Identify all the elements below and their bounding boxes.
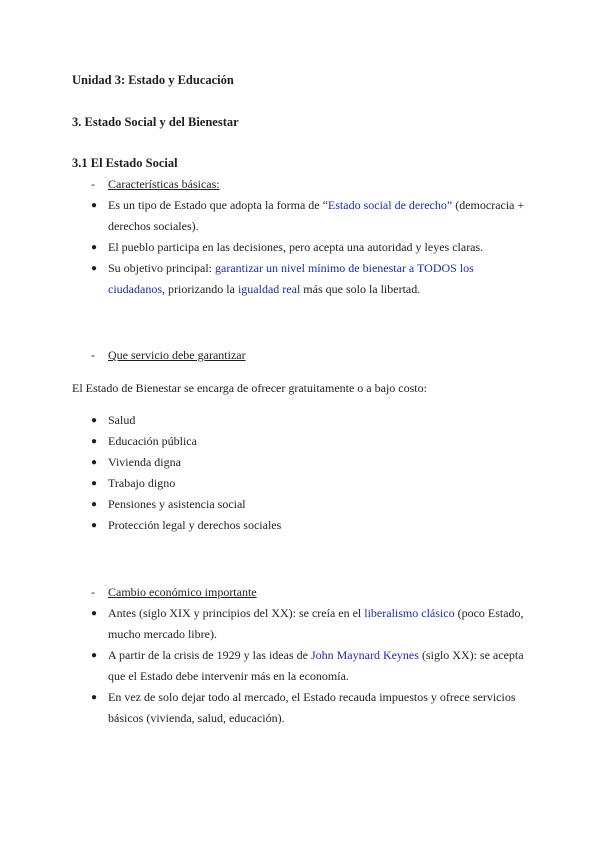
list-item bbox=[91, 494, 531, 515]
list-item bbox=[91, 515, 531, 536]
list-item bbox=[91, 258, 531, 300]
list-item-text: En vez de solo dejar todo al mercado, el Estado recauda impuestos y ofrece servicios básicos (vivienda, salud, educación). bbox=[108, 690, 516, 725]
list-item-text: A partir de la crisis de 1929 y las ideas de John Maynard Keynes (siglo XX): se acepta que el Estado debe intervenir más en la economía. bbox=[108, 648, 524, 683]
servicios-intro: El Estado de Bienestar se encarga de ofrecer gratuitamente o a bajo costo: bbox=[72, 381, 427, 395]
list-item bbox=[91, 473, 531, 494]
list-item bbox=[91, 195, 531, 237]
bullet-icon: ● bbox=[91, 263, 98, 274]
bullet-icon: ● bbox=[91, 478, 98, 489]
bullet-icon: ● bbox=[91, 608, 98, 619]
highlighted-term: igualdad real bbox=[237, 282, 301, 296]
list-item-text: Vivienda digna bbox=[108, 455, 181, 469]
bullet-icon: ● bbox=[91, 650, 98, 661]
highlighted-term: liberalismo clásico bbox=[364, 606, 455, 620]
bullet-icon: ● bbox=[91, 520, 98, 531]
list-item bbox=[91, 410, 531, 431]
bullet-icon: ● bbox=[91, 499, 98, 510]
dash-marker: - bbox=[91, 585, 95, 599]
highlighted-term: garantizar un nivel mínimo de bienestar a TODOS los ciudadanos bbox=[108, 261, 474, 296]
list-item-text: Salud bbox=[108, 413, 136, 427]
highlighted-term: “Estado social de derecho” bbox=[322, 198, 453, 212]
bullet-icon: ● bbox=[91, 200, 98, 211]
dash-marker: - bbox=[91, 177, 95, 191]
bullet-icon: ● bbox=[91, 436, 98, 447]
bullet-icon: ● bbox=[91, 415, 98, 426]
dash-item-caracteristicas bbox=[91, 174, 531, 195]
servicios-heading: Que servicio debe garantizar bbox=[108, 348, 246, 362]
list-item-text: Protección legal y derechos sociales bbox=[108, 518, 282, 532]
list-item bbox=[91, 431, 531, 452]
dash-marker: - bbox=[91, 348, 95, 362]
section-title: 3. Estado Social y del Bienestar bbox=[72, 115, 239, 129]
list-item-text: Trabajo digno bbox=[108, 476, 176, 490]
bullet-icon: ● bbox=[91, 692, 98, 703]
list-item-text: Antes (siglo XIX y principios del XX): se creía en el liberalismo clásico (poco Estado, mucho mercado libre). bbox=[108, 606, 524, 641]
subsection-title: 3.1 El Estado Social bbox=[72, 156, 178, 170]
bullet-icon: ● bbox=[91, 242, 98, 253]
caracteristicas-heading: Características básicas: bbox=[108, 177, 220, 191]
list-item bbox=[91, 452, 531, 473]
list-item-text: Educación pública bbox=[108, 434, 197, 448]
list-item-text: Su objetivo principal: garantizar un nivel mínimo de bienestar a TODOS los ciudadanos, priorizando la igualdad real más que solo la libertad. bbox=[108, 261, 474, 296]
list-item-text: El pueblo participa en las decisiones, pero acepta una autoridad y leyes claras. bbox=[108, 240, 484, 254]
bullet-icon: ● bbox=[91, 457, 98, 468]
unit-title: Unidad 3: Estado y Educación bbox=[72, 73, 234, 87]
dash-item-servicios bbox=[91, 345, 531, 366]
cambio-heading: Cambio económico importante bbox=[108, 585, 257, 599]
list-item bbox=[91, 687, 531, 729]
highlighted-term: John Maynard Keynes bbox=[310, 648, 419, 662]
list-item-text: Pensiones y asistencia social bbox=[108, 497, 246, 511]
dash-item-cambio bbox=[91, 582, 531, 603]
list-item bbox=[91, 237, 531, 258]
list-item-text: Es un tipo de Estado que adopta la forma de “Estado social de derecho” (democracia + derechos sociales). bbox=[108, 198, 525, 233]
list-item bbox=[91, 645, 531, 687]
list-item bbox=[91, 603, 531, 645]
